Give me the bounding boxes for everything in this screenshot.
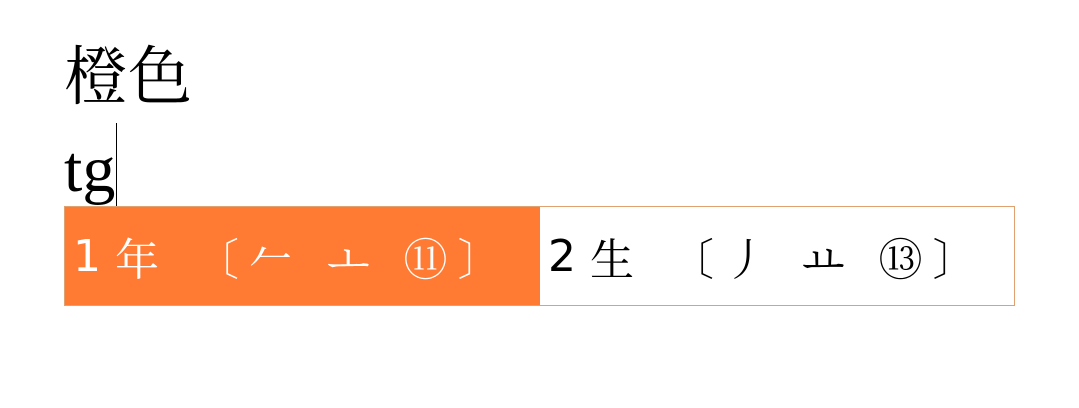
candidate-1[interactable] [65, 207, 540, 305]
composition-text: tg [64, 133, 116, 206]
candidate-index: 2 [548, 230, 576, 282]
ime-candidate-bar [64, 206, 1015, 306]
heading-text: 橙色 [64, 41, 192, 115]
candidate-word: 生 [590, 235, 634, 286]
candidate-code: 〔丿 ㅛ ⑬〕 [670, 235, 987, 286]
composition-line[interactable] [64, 132, 117, 208]
candidate-code: 〔𠂉 ㅗ ⑪〕 [195, 235, 512, 286]
candidate-index: 1 [73, 230, 101, 282]
candidate-word: 年 [115, 235, 159, 286]
candidate-2[interactable] [540, 207, 986, 305]
text-caret [116, 123, 117, 209]
